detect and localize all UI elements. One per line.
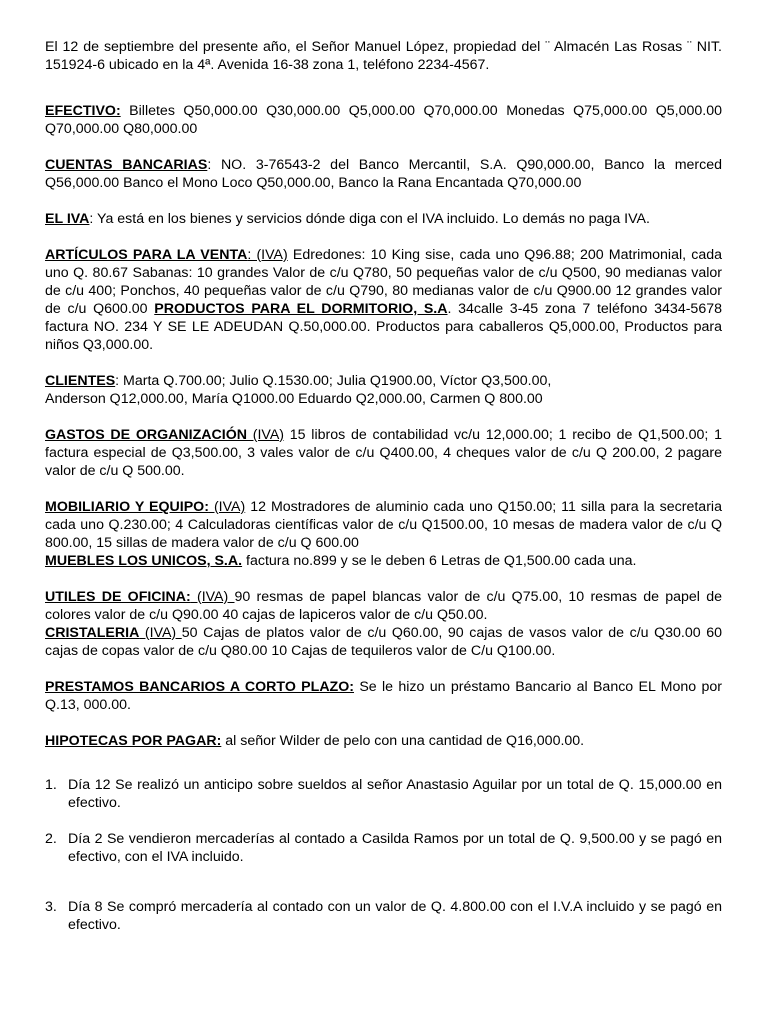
utiles-label-suffix: (IVA) [190,589,235,605]
efectivo-text: Billetes Q50,000.00 Q30,000.00 Q5,000.00 Q70,000.00 Monedas Q75,000.00 Q5,000.00 Q70,000.00 Q80,000.00 [45,103,722,137]
muebles-text: factura no.899 y se le deben 6 Letras de Q1,500.00 cada una. [242,553,637,569]
mobiliario-text: 12 Mostradores de aluminio cada uno Q150.00; 11 silla para la secretaria cada uno Q.230.00; 4 Calculadoras científicas valor de c/u Q1500.00, 10 mesas de madera valor de c/u Q 800.00, 15 sillas de madera valor de c/u Q 600.00 [45,499,722,551]
document-page [45,38,722,934]
cuentas-paragraph [45,156,722,192]
hipotecas-text: al señor Wilder de pelo con una cantidad de Q16,000.00. [221,733,585,749]
efectivo-label: EFECTIVO: [45,103,121,119]
iva-text: : Ya está en los bienes y servicios dónde diga con el IVA incluido. Lo demás no paga IVA. [89,211,650,227]
list-item [45,776,722,812]
clientes-line2: Anderson Q12,000.00, María Q1000.00 Eduardo Q2,000.00, Carmen Q 800.00 [45,391,543,407]
efectivo-paragraph [45,102,722,138]
mobiliario-label-suffix: (IVA) [208,499,246,515]
muebles-label: MUEBLES LOS UNICOS, S.A. [45,553,243,569]
mobiliario-label: MOBILIARIO Y EQUIPO: [45,499,209,515]
list-item-number: 3. [45,899,57,915]
utiles-text: 90 resmas de papel blancas valor de c/u Q75.00, 10 resmas de papel de colores valor de c/u Q90.00 40 cajas de lapiceros valor de c/u Q50.00. [45,589,722,623]
cristaleria-paragraph [45,624,722,660]
cristaleria-label-suffix: (IVA) [139,625,182,641]
clientes-paragraph [45,372,722,408]
gastos-paragraph [45,426,722,480]
utiles-paragraph [45,588,722,624]
list-item-number: 2. [45,831,57,847]
iva-paragraph [45,210,722,228]
list-item [45,898,722,934]
muebles-paragraph [45,552,722,570]
list-item-text: Día 12 Se realizó un anticipo sobre sueldos al señor Anastasio Aguilar por un total de Q. 15,000.00 en efectivo. [68,777,722,811]
prestamos-label: PRESTAMOS BANCARIOS A CORTO PLAZO: [45,679,354,695]
intro-paragraph: El 12 de septiembre del presente año, el Señor Manuel López, propiedad del ¨ Almacén Las Rosas ¨ NIT. 151924-6 ubicado en la 4ª. Avenida 16-38 zona 1, teléfono 2234-4567. [45,39,722,73]
list-item-text: Día 8 Se compró mercadería al contado con un valor de Q. 4.800.00 con el I.V.A incluido y se pagó en efectivo. [68,899,722,933]
articulos-text: Edredones: 10 King sise, cada uno Q96.88; 200 Matrimonial, cada uno Q. 80.67 Sabanas: 10 grandes Valor de c/u Q780, 50 pequeñas valor de c/u Q500, 90 medianas valor de c/u 400; Ponchos, 40 pequeñas valor de c/u Q790, 80 medianas valor de c/u Q900.00 12 grandes valor de c/u Q600.00 [45,247,722,317]
prestamos-text: Se le hizo un préstamo Bancario al Banco EL Mono por Q.13, 000.00. [45,679,722,713]
articulos-label: ARTÍCULOS PARA LA VENTA [45,247,248,263]
hipotecas-paragraph [45,732,722,750]
utiles-label: UTILES DE OFICINA: [45,589,191,605]
clientes-label: CLIENTES [45,373,116,389]
productos-dormitorio-label: PRODUCTOS PARA EL DORMITORIO, S.A [154,301,448,317]
gastos-label: GASTOS DE ORGANIZACIÓN [45,427,247,443]
cuentas-text: : NO. 3-76543-2 del Banco Mercantil, S.A. Q90,000.00, Banco la merced Q56,000.00 Banco el Mono Loco Q50,000.00, Banco la Rana Encantada Q70,000.00 [45,157,723,191]
mobiliario-paragraph [45,498,722,552]
transactions-list [45,776,722,934]
cristaleria-label: CRISTALERIA [45,625,140,641]
list-item-text: Día 2 Se vendieron mercaderías al contado a Casilda Ramos por un total de Q. 9,500.00 y se pagó en efectivo, con el IVA incluido. [68,831,722,865]
cuentas-label: CUENTAS BANCARIAS [45,157,208,173]
list-item [45,830,722,866]
prestamos-paragraph [45,678,722,714]
articulos-label-suffix: : (IVA) [247,247,288,263]
gastos-text: 15 libros de contabilidad vc/u 12,000.00; 1 recibo de Q1,500.00; 1 factura especial de Q3,500.00, 3 vales valor de c/u Q400.00, 4 cheques valor de c/u Q 200.00, 2 pagare valor de c/u Q 500.00. [45,427,722,479]
hipotecas-label: HIPOTECAS POR PAGAR: [45,733,222,749]
articulos-paragraph [45,246,722,354]
list-item-number: 1. [45,777,57,793]
gastos-label-suffix: (IVA) [247,427,285,443]
iva-label: EL IVA [45,211,90,227]
clientes-line1: : Marta Q.700.00; Julio Q.1530.00; Julia Q1900.00, Víctor Q3,500.00, [115,373,552,389]
articulos-text2: . 34calle 3-45 zona 7 teléfono 3434-5678 factura NO. 234 Y SE LE ADEUDAN Q.50,000.00. Productos para caballeros Q5,000.00, Productos para niños Q3,000.00. [45,301,722,353]
cristaleria-text: 50 Cajas de platos valor de c/u Q60.00, 90 cajas de vasos valor de c/u Q30.00 60 cajas de copas valor de c/u Q80.00 10 Cajas de tequileros valor de C/u Q100.00. [45,625,722,659]
